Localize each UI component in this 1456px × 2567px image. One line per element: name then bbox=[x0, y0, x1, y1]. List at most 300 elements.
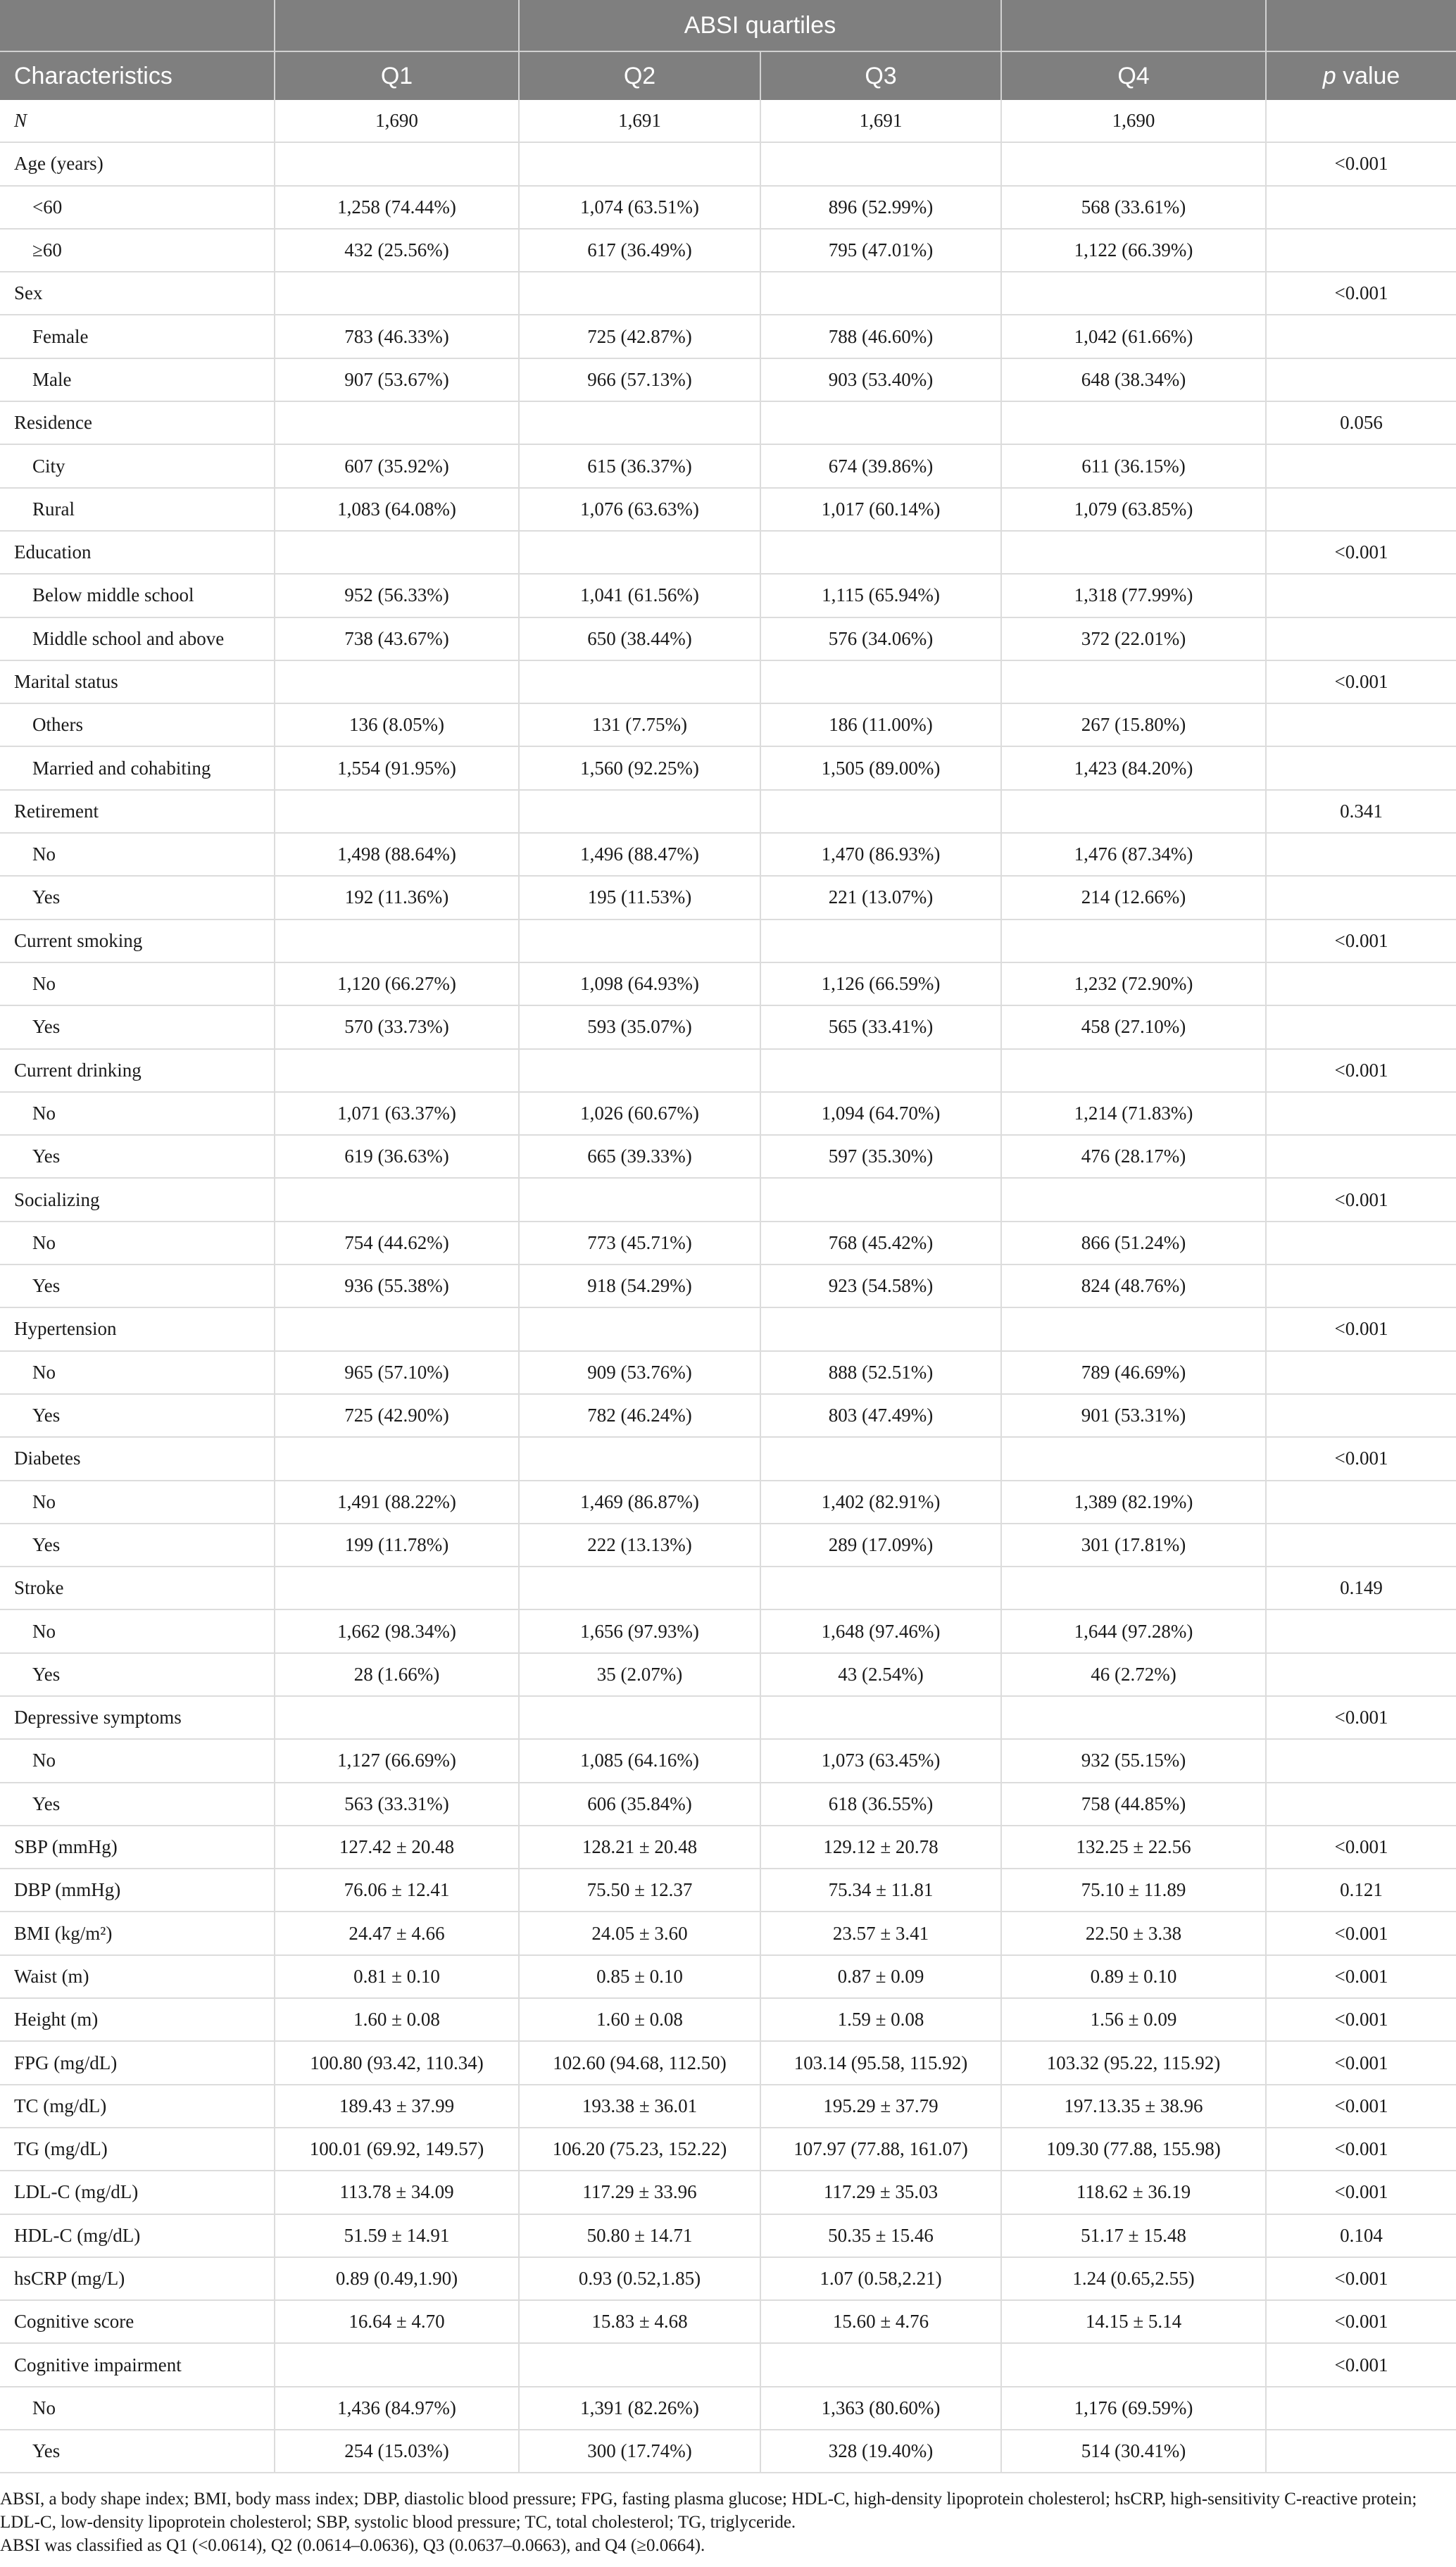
cell-q3: 103.14 (95.58, 115.92) bbox=[760, 2041, 1001, 2084]
cell-q1 bbox=[275, 790, 519, 833]
cell-q2: 1,076 (63.63%) bbox=[519, 488, 760, 531]
cell-q4: 1,176 (69.59%) bbox=[1001, 2387, 1266, 2430]
table-row bbox=[0, 531, 1456, 574]
table-footnote bbox=[0, 2487, 1456, 2557]
row-label: No bbox=[0, 962, 275, 1005]
cell-q2 bbox=[519, 1696, 760, 1739]
table-row bbox=[0, 1826, 1456, 1869]
cell-q4: 932 (55.15%) bbox=[1001, 1739, 1266, 1782]
table-body bbox=[0, 100, 1456, 2473]
table-row bbox=[0, 1783, 1456, 1826]
cell-q1 bbox=[275, 1307, 519, 1350]
cell-p-value bbox=[1266, 1524, 1456, 1567]
cell-p-value: <0.001 bbox=[1266, 2300, 1456, 2343]
cell-q3: 1,073 (63.45%) bbox=[760, 1739, 1001, 1782]
row-label: Hypertension bbox=[0, 1307, 275, 1350]
cell-q2: 665 (39.33%) bbox=[519, 1135, 760, 1178]
cell-p-value bbox=[1266, 2430, 1456, 2473]
cell-q3: 186 (11.00%) bbox=[760, 703, 1001, 746]
table-row bbox=[0, 401, 1456, 444]
row-label: TG (mg/dL) bbox=[0, 2128, 275, 2171]
table-row bbox=[0, 1307, 1456, 1350]
cell-p-value bbox=[1266, 703, 1456, 746]
table-row bbox=[0, 315, 1456, 358]
cell-q1: 1,127 (66.69%) bbox=[275, 1739, 519, 1782]
cell-q4: 14.15 ± 5.14 bbox=[1001, 2300, 1266, 2343]
cell-q3 bbox=[760, 2343, 1001, 2386]
cell-q3: 576 (34.06%) bbox=[760, 617, 1001, 660]
cell-q1: 754 (44.62%) bbox=[275, 1222, 519, 1264]
cell-q1: 24.47 ± 4.66 bbox=[275, 1912, 519, 1954]
cell-p-value bbox=[1266, 574, 1456, 617]
row-label: DBP (mmHg) bbox=[0, 1869, 275, 1912]
table-row bbox=[0, 358, 1456, 401]
cell-p-value bbox=[1266, 1609, 1456, 1652]
cell-q4: 1,644 (97.28%) bbox=[1001, 1609, 1266, 1652]
table-row bbox=[0, 2257, 1456, 2300]
table-row bbox=[0, 2041, 1456, 2084]
cell-q2 bbox=[519, 920, 760, 962]
cell-q4: 22.50 ± 3.38 bbox=[1001, 1912, 1266, 1954]
cell-q2: 128.21 ± 20.48 bbox=[519, 1826, 760, 1869]
row-label: Yes bbox=[0, 1394, 275, 1437]
cell-q1: 189.43 ± 37.99 bbox=[275, 2085, 519, 2128]
cell-q1: 28 (1.66%) bbox=[275, 1653, 519, 1696]
cell-q2: 593 (35.07%) bbox=[519, 1005, 760, 1048]
cell-q4: 197.13.35 ± 38.96 bbox=[1001, 2085, 1266, 2128]
table-row bbox=[0, 790, 1456, 833]
cell-q1 bbox=[275, 920, 519, 962]
table-row bbox=[0, 703, 1456, 746]
cell-q4: 611 (36.15%) bbox=[1001, 444, 1266, 487]
cell-p-value bbox=[1266, 444, 1456, 487]
cell-q4: 46 (2.72%) bbox=[1001, 1653, 1266, 1696]
table-row bbox=[0, 2085, 1456, 2128]
row-label: Female bbox=[0, 315, 275, 358]
table-row bbox=[0, 617, 1456, 660]
cell-q1: 1,083 (64.08%) bbox=[275, 488, 519, 531]
cell-q2: 1,391 (82.26%) bbox=[519, 2387, 760, 2430]
row-label: Stroke bbox=[0, 1567, 275, 1609]
cell-q3 bbox=[760, 660, 1001, 703]
row-label: Yes bbox=[0, 1135, 275, 1178]
cell-q4 bbox=[1001, 1437, 1266, 1480]
row-label: Height (m) bbox=[0, 1998, 275, 2041]
table-row bbox=[0, 1092, 1456, 1135]
cell-q4 bbox=[1001, 1049, 1266, 1092]
cell-p-value: <0.001 bbox=[1266, 2343, 1456, 2386]
cell-q1: 199 (11.78%) bbox=[275, 1524, 519, 1567]
cell-q1 bbox=[275, 1437, 519, 1480]
cell-p-value bbox=[1266, 186, 1456, 229]
table-row bbox=[0, 1955, 1456, 1998]
cell-p-value: <0.001 bbox=[1266, 660, 1456, 703]
row-label: BMI (kg/m²) bbox=[0, 1912, 275, 1954]
row-label: Marital status bbox=[0, 660, 275, 703]
table-row bbox=[0, 1394, 1456, 1437]
cell-q4: 1,042 (61.66%) bbox=[1001, 315, 1266, 358]
cell-q2: 15.83 ± 4.68 bbox=[519, 2300, 760, 2343]
cell-q4 bbox=[1001, 272, 1266, 315]
table-row bbox=[0, 1653, 1456, 1696]
cell-q3: 195.29 ± 37.79 bbox=[760, 2085, 1001, 2128]
cell-p-value bbox=[1266, 1481, 1456, 1524]
cell-q2 bbox=[519, 1049, 760, 1092]
row-label: No bbox=[0, 1351, 275, 1394]
row-label: City bbox=[0, 444, 275, 487]
cell-q2: 650 (38.44%) bbox=[519, 617, 760, 660]
cell-q1: 1.60 ± 0.08 bbox=[275, 1998, 519, 2041]
cell-q3: 1,115 (65.94%) bbox=[760, 574, 1001, 617]
cell-q1 bbox=[275, 1696, 519, 1739]
cell-p-value bbox=[1266, 1222, 1456, 1264]
cell-q1 bbox=[275, 2343, 519, 2386]
cell-q2: 106.20 (75.23, 152.22) bbox=[519, 2128, 760, 2171]
cell-q4: 476 (28.17%) bbox=[1001, 1135, 1266, 1178]
row-label: No bbox=[0, 1222, 275, 1264]
cell-q4: 132.25 ± 22.56 bbox=[1001, 1826, 1266, 1869]
cell-q4: 214 (12.66%) bbox=[1001, 876, 1266, 919]
cell-p-value bbox=[1266, 229, 1456, 272]
row-label: TC (mg/dL) bbox=[0, 2085, 275, 2128]
cell-q2: 617 (36.49%) bbox=[519, 229, 760, 272]
cell-q2 bbox=[519, 401, 760, 444]
cell-q4: 648 (38.34%) bbox=[1001, 358, 1266, 401]
table-header bbox=[0, 0, 1456, 100]
cell-q1: 1,491 (88.22%) bbox=[275, 1481, 519, 1524]
table-row bbox=[0, 2128, 1456, 2171]
row-label: Age (years) bbox=[0, 142, 275, 185]
cell-q4: 0.89 ± 0.10 bbox=[1001, 1955, 1266, 1998]
cell-q2: 1.60 ± 0.08 bbox=[519, 1998, 760, 2041]
cell-q3: 1,363 (80.60%) bbox=[760, 2387, 1001, 2430]
row-label: No bbox=[0, 1609, 275, 1652]
cell-q2 bbox=[519, 272, 760, 315]
cell-q2: 193.38 ± 36.01 bbox=[519, 2085, 760, 2128]
table-row bbox=[0, 876, 1456, 919]
cell-q2: 1,469 (86.87%) bbox=[519, 1481, 760, 1524]
table-row bbox=[0, 1739, 1456, 1782]
cell-q1: 725 (42.90%) bbox=[275, 1394, 519, 1437]
table-row bbox=[0, 1567, 1456, 1609]
cell-q4 bbox=[1001, 790, 1266, 833]
cell-q3: 75.34 ± 11.81 bbox=[760, 1869, 1001, 1912]
row-label: HDL-C (mg/dL) bbox=[0, 2214, 275, 2257]
table-row bbox=[0, 1005, 1456, 1048]
cell-q1: 76.06 ± 12.41 bbox=[275, 1869, 519, 1912]
cell-p-value: 0.341 bbox=[1266, 790, 1456, 833]
row-label: Current drinking bbox=[0, 1049, 275, 1092]
table-row bbox=[0, 2343, 1456, 2386]
cell-q3: 795 (47.01%) bbox=[760, 229, 1001, 272]
cell-p-value bbox=[1266, 1351, 1456, 1394]
cell-q4: 758 (44.85%) bbox=[1001, 1783, 1266, 1826]
table-row bbox=[0, 488, 1456, 531]
table-row bbox=[0, 2300, 1456, 2343]
cell-q2: 1,560 (92.25%) bbox=[519, 746, 760, 789]
table-row bbox=[0, 100, 1456, 142]
row-label: SBP (mmHg) bbox=[0, 1826, 275, 1869]
cell-p-value bbox=[1266, 2387, 1456, 2430]
cell-p-value: <0.001 bbox=[1266, 1178, 1456, 1221]
cell-q2: 0.93 (0.52,1.85) bbox=[519, 2257, 760, 2300]
cell-p-value: <0.001 bbox=[1266, 531, 1456, 574]
cell-q4: 789 (46.69%) bbox=[1001, 1351, 1266, 1394]
cell-q1: 783 (46.33%) bbox=[275, 315, 519, 358]
table-row bbox=[0, 229, 1456, 272]
cell-q1: 136 (8.05%) bbox=[275, 703, 519, 746]
cell-q4: 301 (17.81%) bbox=[1001, 1524, 1266, 1567]
cell-p-value: <0.001 bbox=[1266, 1049, 1456, 1092]
row-label: Yes bbox=[0, 1783, 275, 1826]
cell-q2: 1,656 (97.93%) bbox=[519, 1609, 760, 1652]
row-label: Residence bbox=[0, 401, 275, 444]
cell-p-value bbox=[1266, 315, 1456, 358]
row-label: Waist (m) bbox=[0, 1955, 275, 1998]
p-symbol: p bbox=[1322, 62, 1336, 89]
cell-q2: 24.05 ± 3.60 bbox=[519, 1912, 760, 1954]
row-label: Middle school and above bbox=[0, 617, 275, 660]
table-row bbox=[0, 186, 1456, 229]
cell-q1: 254 (15.03%) bbox=[275, 2430, 519, 2473]
cell-q4: 458 (27.10%) bbox=[1001, 1005, 1266, 1048]
cell-q4: 824 (48.76%) bbox=[1001, 1264, 1266, 1307]
cell-q4: 1,122 (66.39%) bbox=[1001, 229, 1266, 272]
table-row bbox=[0, 2430, 1456, 2473]
cell-p-value: <0.001 bbox=[1266, 1826, 1456, 1869]
row-label: No bbox=[0, 833, 275, 876]
cell-p-value: <0.001 bbox=[1266, 272, 1456, 315]
header-row-columns bbox=[0, 51, 1456, 100]
cell-q3: 903 (53.40%) bbox=[760, 358, 1001, 401]
row-label: <60 bbox=[0, 186, 275, 229]
row-label: No bbox=[0, 1739, 275, 1782]
row-label: Diabetes bbox=[0, 1437, 275, 1480]
row-label: LDL-C (mg/dL) bbox=[0, 2171, 275, 2214]
cell-q3: 221 (13.07%) bbox=[760, 876, 1001, 919]
cell-q3: 15.60 ± 4.76 bbox=[760, 2300, 1001, 2343]
header-empty-left bbox=[0, 0, 275, 51]
cell-q1: 0.89 (0.49,1.90) bbox=[275, 2257, 519, 2300]
cell-p-value: <0.001 bbox=[1266, 1437, 1456, 1480]
row-label: Rural bbox=[0, 488, 275, 531]
cell-q2: 1,041 (61.56%) bbox=[519, 574, 760, 617]
cell-q3: 597 (35.30%) bbox=[760, 1135, 1001, 1178]
cell-q1: 563 (33.31%) bbox=[275, 1783, 519, 1826]
cell-p-value: <0.001 bbox=[1266, 2128, 1456, 2171]
cell-p-value bbox=[1266, 358, 1456, 401]
row-label: Socializing bbox=[0, 1178, 275, 1221]
cell-q2: 1,085 (64.16%) bbox=[519, 1739, 760, 1782]
cell-q4: 1,232 (72.90%) bbox=[1001, 962, 1266, 1005]
cell-q3: 1,505 (89.00%) bbox=[760, 746, 1001, 789]
cell-q4: 103.32 (95.22, 115.92) bbox=[1001, 2041, 1266, 2084]
table-row bbox=[0, 833, 1456, 876]
cell-q1: 100.80 (93.42, 110.34) bbox=[275, 2041, 519, 2084]
cell-q4: 1,389 (82.19%) bbox=[1001, 1481, 1266, 1524]
cell-q1: 432 (25.56%) bbox=[275, 229, 519, 272]
cell-q4 bbox=[1001, 531, 1266, 574]
table-row bbox=[0, 574, 1456, 617]
cell-q3: 888 (52.51%) bbox=[760, 1351, 1001, 1394]
cell-p-value bbox=[1266, 1394, 1456, 1437]
cell-q1: 619 (36.63%) bbox=[275, 1135, 519, 1178]
cell-q3: 0.87 ± 0.09 bbox=[760, 1955, 1001, 1998]
cell-q3: 1,691 bbox=[760, 100, 1001, 142]
row-label: Others bbox=[0, 703, 275, 746]
table-row bbox=[0, 1696, 1456, 1739]
cell-q3 bbox=[760, 142, 1001, 185]
row-label: Current smoking bbox=[0, 920, 275, 962]
cell-q1 bbox=[275, 660, 519, 703]
cell-p-value: <0.001 bbox=[1266, 1955, 1456, 1998]
table-row bbox=[0, 1524, 1456, 1567]
cell-q4 bbox=[1001, 1307, 1266, 1350]
cell-q1: 16.64 ± 4.70 bbox=[275, 2300, 519, 2343]
cell-q3 bbox=[760, 920, 1001, 962]
cell-q3: 896 (52.99%) bbox=[760, 186, 1001, 229]
cell-q3 bbox=[760, 1437, 1001, 1480]
cell-p-value: 0.056 bbox=[1266, 401, 1456, 444]
row-label: Yes bbox=[0, 2430, 275, 2473]
footnote-abbreviations: ABSI, a body shape index; BMI, body mass index; DBP, diastolic blood pressure; FPG, fasting plasma glucose; HDL-C, high-density lipoprotein cholesterol; hsCRP, high-sensitivity C-reactive protein; LDL-C, low-density lipoprotein cholesterol; SBP, systolic blood pressure; TC, total cholesterol; TG, triglyceride. bbox=[0, 2490, 1417, 2532]
table-row bbox=[0, 746, 1456, 789]
cell-q2: 615 (36.37%) bbox=[519, 444, 760, 487]
column-header-q4: Q4 bbox=[1001, 51, 1266, 100]
cell-q4: 51.17 ± 15.48 bbox=[1001, 2214, 1266, 2257]
cell-p-value: <0.001 bbox=[1266, 142, 1456, 185]
cell-q3: 43 (2.54%) bbox=[760, 1653, 1001, 1696]
cell-q1: 570 (33.73%) bbox=[275, 1005, 519, 1048]
cell-q3 bbox=[760, 1307, 1001, 1350]
cell-q2: 1,074 (63.51%) bbox=[519, 186, 760, 229]
table-row bbox=[0, 2214, 1456, 2257]
header-empty-p bbox=[1266, 0, 1456, 51]
table-row bbox=[0, 1437, 1456, 1480]
cell-q1: 907 (53.67%) bbox=[275, 358, 519, 401]
cell-q3: 674 (39.86%) bbox=[760, 444, 1001, 487]
cell-q1: 1,071 (63.37%) bbox=[275, 1092, 519, 1135]
cell-q4: 1,079 (63.85%) bbox=[1001, 488, 1266, 531]
cell-q4: 75.10 ± 11.89 bbox=[1001, 1869, 1266, 1912]
cell-q2: 195 (11.53%) bbox=[519, 876, 760, 919]
cell-q2: 131 (7.75%) bbox=[519, 703, 760, 746]
cell-q2 bbox=[519, 142, 760, 185]
cell-p-value: <0.001 bbox=[1266, 1307, 1456, 1350]
cell-q4 bbox=[1001, 142, 1266, 185]
cell-p-value bbox=[1266, 833, 1456, 876]
cell-q1: 1,436 (84.97%) bbox=[275, 2387, 519, 2430]
cell-q4: 1,318 (77.99%) bbox=[1001, 574, 1266, 617]
cell-q3: 788 (46.60%) bbox=[760, 315, 1001, 358]
cell-q4: 372 (22.01%) bbox=[1001, 617, 1266, 660]
cell-q2: 222 (13.13%) bbox=[519, 1524, 760, 1567]
row-label: Sex bbox=[0, 272, 275, 315]
cell-p-value: <0.001 bbox=[1266, 1912, 1456, 1954]
cell-q1 bbox=[275, 1178, 519, 1221]
cell-q1: 607 (35.92%) bbox=[275, 444, 519, 487]
cell-q1: 1,120 (66.27%) bbox=[275, 962, 519, 1005]
cell-q2 bbox=[519, 1178, 760, 1221]
table-row bbox=[0, 1135, 1456, 1178]
cell-q1: 113.78 ± 34.09 bbox=[275, 2171, 519, 2214]
cell-p-value: 0.121 bbox=[1266, 1869, 1456, 1912]
cell-p-value bbox=[1266, 746, 1456, 789]
cell-q1: 952 (56.33%) bbox=[275, 574, 519, 617]
row-label: Cognitive impairment bbox=[0, 2343, 275, 2386]
column-header-q3: Q3 bbox=[760, 51, 1001, 100]
cell-q3 bbox=[760, 1567, 1001, 1609]
table-row bbox=[0, 1481, 1456, 1524]
cell-p-value: <0.001 bbox=[1266, 2041, 1456, 2084]
cell-q4: 109.30 (77.88, 155.98) bbox=[1001, 2128, 1266, 2171]
table-row bbox=[0, 1998, 1456, 2041]
cell-q4: 1,423 (84.20%) bbox=[1001, 746, 1266, 789]
row-label: Below middle school bbox=[0, 574, 275, 617]
table-row bbox=[0, 1264, 1456, 1307]
column-header-q2: Q2 bbox=[519, 51, 760, 100]
cell-q2: 75.50 ± 12.37 bbox=[519, 1869, 760, 1912]
cell-p-value bbox=[1266, 1783, 1456, 1826]
table-row bbox=[0, 2387, 1456, 2430]
cell-p-value bbox=[1266, 1739, 1456, 1782]
cell-q3: 618 (36.55%) bbox=[760, 1783, 1001, 1826]
column-header-characteristics: Characteristics bbox=[0, 51, 275, 100]
cell-q4 bbox=[1001, 1567, 1266, 1609]
cell-q3: 117.29 ± 35.03 bbox=[760, 2171, 1001, 2214]
table-row bbox=[0, 1609, 1456, 1652]
cell-q3: 107.97 (77.88, 161.07) bbox=[760, 2128, 1001, 2171]
cell-q3: 768 (45.42%) bbox=[760, 1222, 1001, 1264]
row-label: Education bbox=[0, 531, 275, 574]
cell-q4: 514 (30.41%) bbox=[1001, 2430, 1266, 2473]
cell-q3: 923 (54.58%) bbox=[760, 1264, 1001, 1307]
cell-q3 bbox=[760, 1178, 1001, 1221]
cell-p-value: <0.001 bbox=[1266, 920, 1456, 962]
cell-q4 bbox=[1001, 401, 1266, 444]
cell-q3 bbox=[760, 790, 1001, 833]
cell-q2: 1,098 (64.93%) bbox=[519, 962, 760, 1005]
cell-q3 bbox=[760, 531, 1001, 574]
cell-q1: 1,498 (88.64%) bbox=[275, 833, 519, 876]
cell-q2 bbox=[519, 660, 760, 703]
cell-q1: 738 (43.67%) bbox=[275, 617, 519, 660]
cell-q1: 936 (55.38%) bbox=[275, 1264, 519, 1307]
row-label: N bbox=[0, 100, 275, 142]
cell-q1: 192 (11.36%) bbox=[275, 876, 519, 919]
cell-q4: 267 (15.80%) bbox=[1001, 703, 1266, 746]
table-row bbox=[0, 142, 1456, 185]
cell-q2: 117.29 ± 33.96 bbox=[519, 2171, 760, 2214]
cell-q1: 127.42 ± 20.48 bbox=[275, 1826, 519, 1869]
cell-q3 bbox=[760, 401, 1001, 444]
column-header-q1: Q1 bbox=[275, 51, 519, 100]
cell-q2: 782 (46.24%) bbox=[519, 1394, 760, 1437]
cell-q3: 1.59 ± 0.08 bbox=[760, 1998, 1001, 2041]
cell-q3: 565 (33.41%) bbox=[760, 1005, 1001, 1048]
cell-p-value bbox=[1266, 962, 1456, 1005]
cell-q2: 300 (17.74%) bbox=[519, 2430, 760, 2473]
row-label: Yes bbox=[0, 1653, 275, 1696]
table-row bbox=[0, 1912, 1456, 1954]
row-label: No bbox=[0, 2387, 275, 2430]
cell-q2: 1,691 bbox=[519, 100, 760, 142]
cell-q2: 773 (45.71%) bbox=[519, 1222, 760, 1264]
cell-q3: 289 (17.09%) bbox=[760, 1524, 1001, 1567]
cell-q4 bbox=[1001, 1178, 1266, 1221]
cell-q2 bbox=[519, 2343, 760, 2386]
cell-q4: 866 (51.24%) bbox=[1001, 1222, 1266, 1264]
